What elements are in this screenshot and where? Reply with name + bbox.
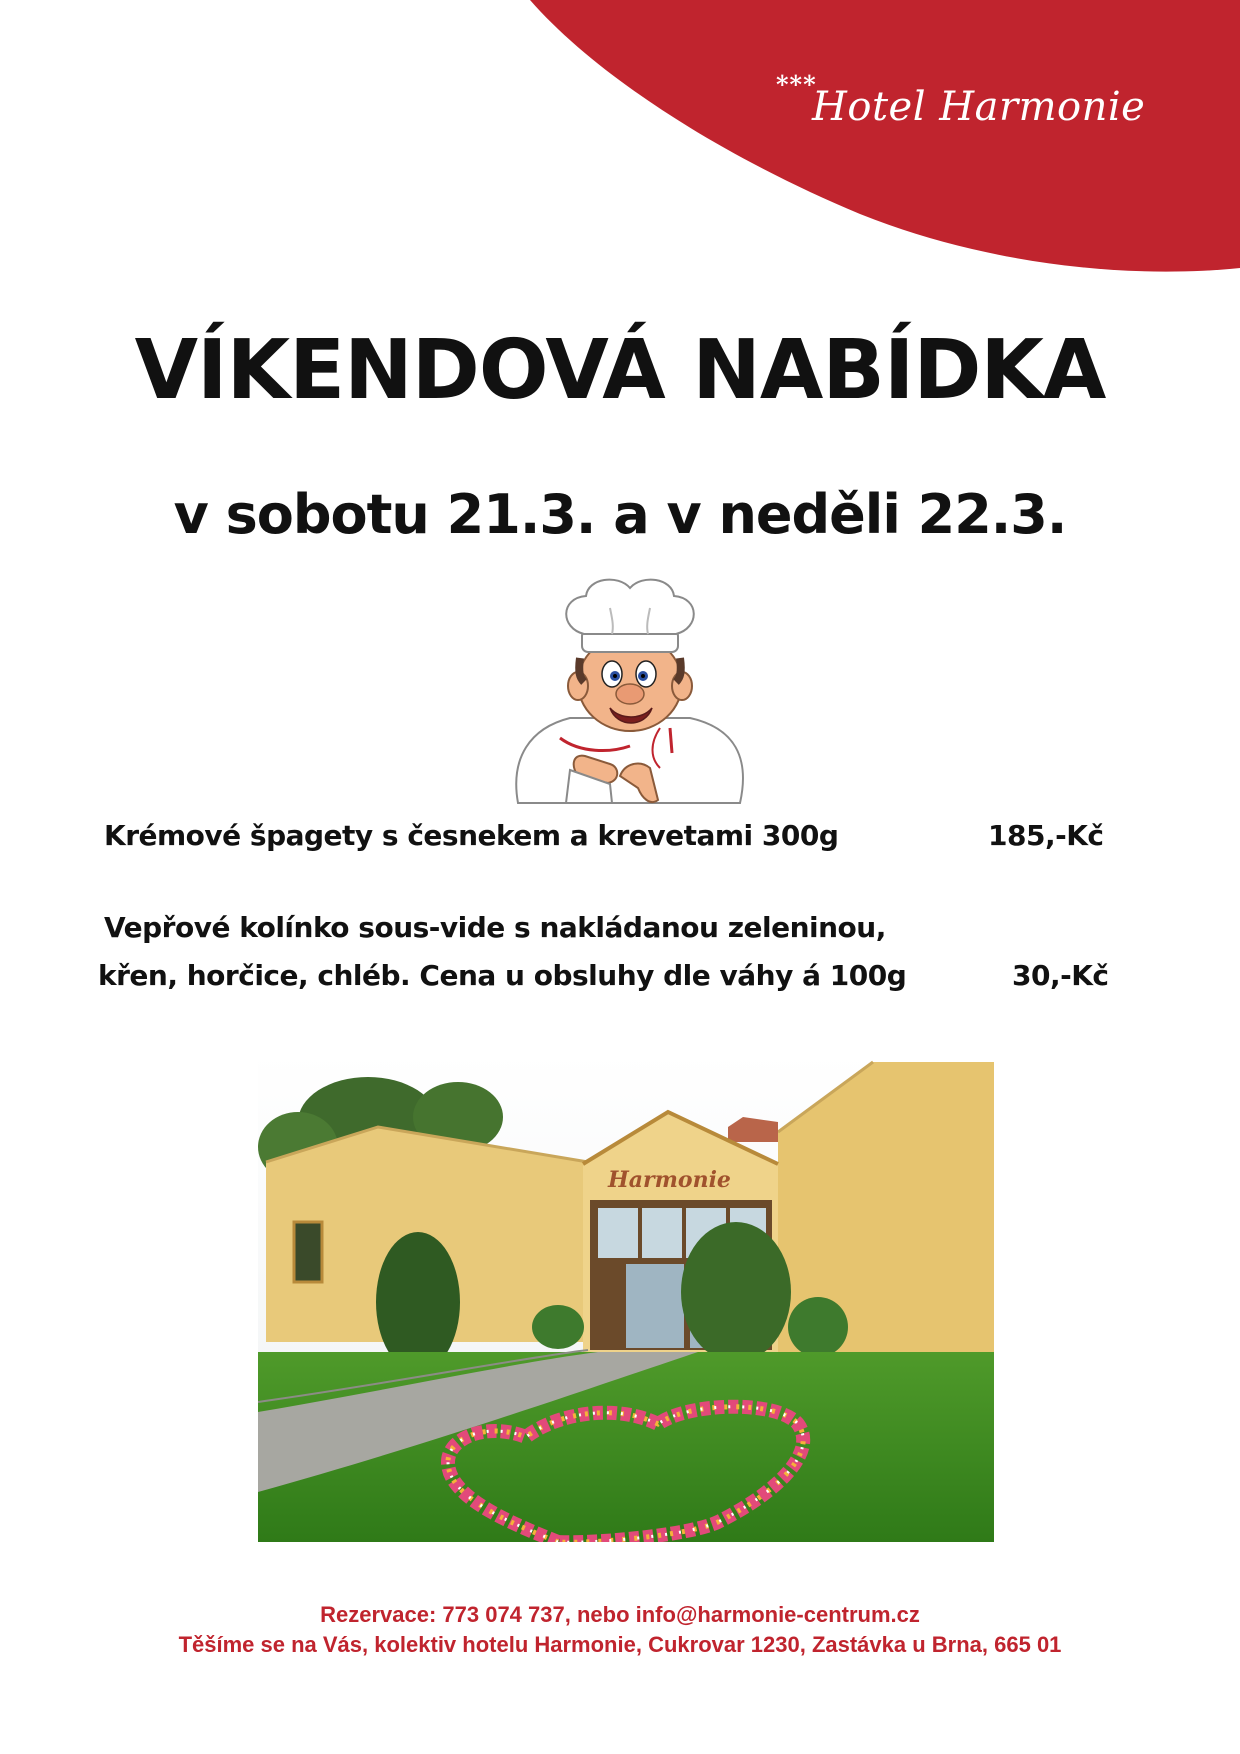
chef-illustration <box>500 578 760 808</box>
hotel-logo <box>776 66 1216 146</box>
logo-stars: *** <box>776 70 817 99</box>
menu-item-1-price: 185,-Kč <box>988 819 1104 852</box>
footer-reservation: Rezervace: 773 074 737, nebo info@harmonie-centrum.cz <box>320 1602 920 1627</box>
header-red-swoosh <box>0 0 1240 300</box>
page-subtitle: v sobotu 21.3. a v neděli 22.3. <box>173 483 1067 546</box>
logo-name: Hotel Harmonie <box>812 84 1146 130</box>
footer-address: Těšíme se na Vás, kolektiv hotelu Harmonie, Cukrovar 1230, Zastávka u Brna, 665 01 <box>178 1632 1062 1657</box>
menu-item-2-description-line-1: Vepřové kolínko sous-vide s nakládanou zeleninou, <box>104 911 886 944</box>
page-title: VÍKENDOVÁ NABÍDKA <box>134 323 1106 418</box>
menu-item-2-price: 30,-Kč <box>1012 959 1109 992</box>
menu-item-1-description: Krémové špagety s česnekem a krevetami 300g <box>104 819 839 852</box>
menu-item-2-description-line-2: křen, horčice, chléb. Cena u obsluhy dle váhy á 100g <box>98 959 907 992</box>
building-sign-text: Harmonie <box>608 1167 731 1193</box>
hotel-building-photo <box>258 1052 994 1542</box>
